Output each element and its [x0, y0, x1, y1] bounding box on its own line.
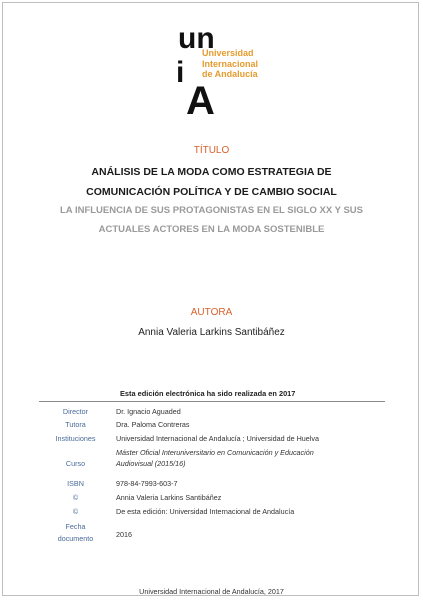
metadata-label: Tutora [65, 420, 86, 429]
author-name: Annia Valeria Larkins Santibáñez [138, 327, 285, 338]
logo-name-line: Internacional [202, 58, 259, 69]
metadata-label: ISBN [67, 479, 84, 488]
document-title-line: COMUNICACIÓN POLÍTICA Y DE CAMBIO SOCIAL [86, 186, 337, 198]
document-page [2, 2, 419, 596]
metadata-value: Universidad Internacional de Andalucía ; Universidad de Huelva [116, 434, 319, 443]
metadata-label-line: Fecha [65, 522, 86, 531]
metadata-value: Dr. Ignacio Aguaded [116, 407, 181, 416]
divider [39, 401, 385, 402]
metadata-value [116, 448, 416, 469]
metadata-value-line: Máster Oficial Interuniversitario en Comunicación y Educación [116, 448, 314, 457]
logo-name-line: de Andalucía [202, 69, 258, 79]
metadata-value: Dra. Paloma Contreras [116, 420, 190, 429]
metadata-label: Instituciones [55, 434, 96, 443]
logo-university-name [202, 48, 258, 80]
edition-note: Esta edición electrónica ha sido realizada en 2017 [120, 389, 296, 398]
metadata-label: Director [62, 407, 89, 416]
logo-letter-a: A [186, 79, 215, 123]
page-footer: Universidad Internacional de Andalucía, 2017 [139, 587, 284, 596]
unia-logo [175, 22, 265, 123]
metadata-label-line: documento [57, 534, 94, 543]
metadata-label: © [72, 507, 79, 516]
metadata-label [43, 521, 108, 545]
metadata-value: De esta edición: Universidad Internacional de Andalucía [116, 507, 295, 516]
document-subtitle-line: LA INFLUENCIA DE SUS PROTAGONISTAS EN EL SIGLO XX Y SUS [60, 205, 363, 216]
metadata-label: Curso [65, 459, 86, 468]
document-subtitle-line: ACTUALES ACTORES EN LA MODA SOSTENIBLE [98, 224, 325, 235]
document-title-line: ANÁLISIS DE LA MODA COMO ESTRATEGIA DE [91, 166, 332, 178]
logo-name-line: Universidad [202, 48, 254, 58]
title-label: TÍTULO [193, 145, 230, 156]
logo-letters-un: un [178, 22, 215, 55]
logo-letter-i: i [176, 56, 185, 89]
author-label: AUTORA [190, 307, 233, 318]
metadata-value: Annia Valeria Larkins Santibáñez [116, 493, 222, 502]
metadata-label: © [72, 493, 79, 502]
metadata-value-line: Audiovisual (2015/16) [116, 458, 186, 468]
metadata-value: 978-84-7993-603-7 [116, 479, 178, 488]
metadata-value: 2016 [116, 530, 132, 539]
